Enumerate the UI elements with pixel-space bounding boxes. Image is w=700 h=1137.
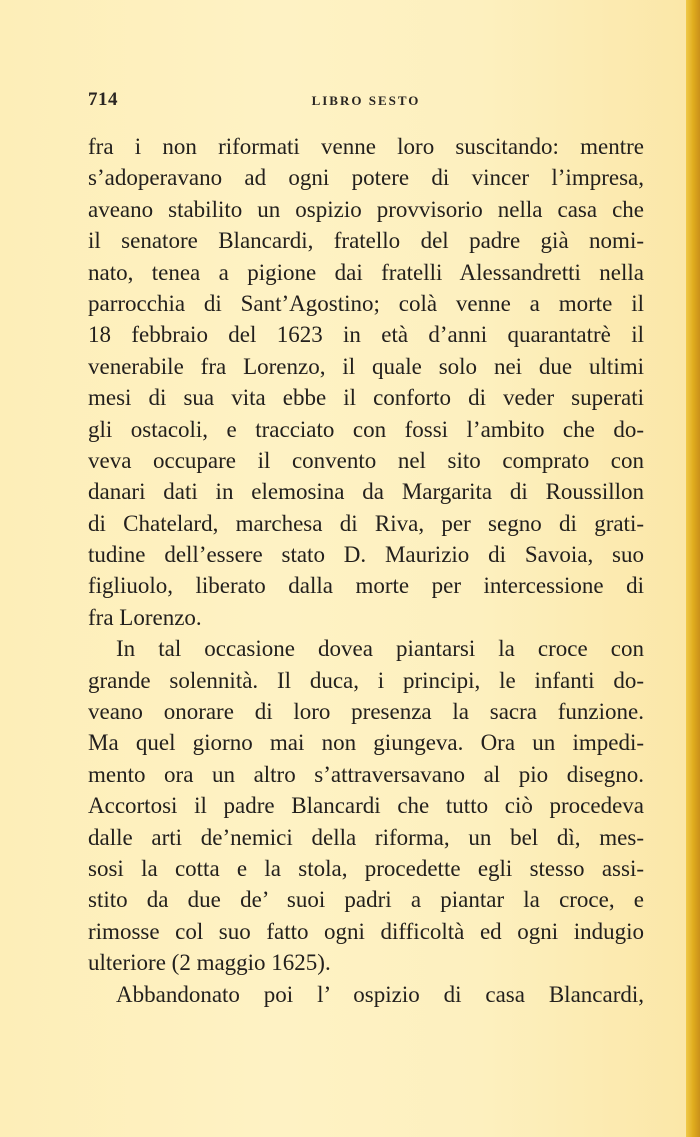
- text-line: veano onorare di loro presenza la sacra funzione.: [88, 699, 644, 725]
- text-line: grande solennità. Il duca, i principi, le infanti do-: [88, 667, 644, 693]
- text-line: di Chatelard, marchesa di Riva, per segno di grati-: [88, 510, 644, 536]
- text-line: stito da due de’ suoi padri a piantar la croce, e: [88, 887, 644, 913]
- text-line: il senatore Blancardi, fratello del padre già nomi-: [88, 228, 644, 254]
- text-line: venerabile fra Lorenzo, il quale solo nei due ultimi: [88, 353, 644, 379]
- running-head: LIBRO SESTO: [311, 93, 421, 108]
- text-line: mento ora un altro s’attraversavano al pio disegno.: [88, 761, 644, 787]
- text-line: 18 febbraio del 1623 in età d’anni quarantatrè il: [88, 322, 644, 348]
- text-line: sosi la cotta e la stola, procedette egli stesso assi-: [88, 855, 644, 881]
- text-line: gli ostacoli, e tracciato con fossi l’ambito che do-: [88, 416, 644, 442]
- text-line: ulteriore (2 maggio 1625).: [88, 950, 331, 976]
- text-line: fra Lorenzo.: [88, 604, 202, 630]
- text-line: Accortosi il padre Blancardi che tutto ciò procedeva: [88, 793, 644, 819]
- text-line: tudine dell’essere stato D. Maurizio di Savoia, suo: [88, 542, 644, 568]
- paragraph-first-line: Abbandonato poi l’ ospizio di casa Blancardi,: [116, 981, 644, 1007]
- page-number: 714: [88, 89, 118, 110]
- body-text: [88, 131, 644, 1010]
- text-line: danari dati in elemosina da Margarita di Roussillon: [88, 479, 644, 505]
- text-line: veva occupare il convento nel sito comprato con: [88, 447, 644, 473]
- text-line: s’adoperavano ad ogni potere di vincer l’impresa,: [88, 165, 644, 191]
- text-line: Ma quel giorno mai non giungeva. Ora un impedi-: [88, 730, 644, 756]
- text-line: nato, tenea a pigione dai fratelli Alessandretti nella: [88, 259, 644, 285]
- text-line: fra i non riformati venne loro suscitando: mentre: [88, 134, 644, 159]
- text-line: dalle arti de’nemici della riforma, un bel dì, mes-: [88, 824, 644, 850]
- paragraph-first-line: In tal occasione dovea piantarsi la croce con: [116, 636, 644, 662]
- text-line: rimosse col suo fatto ogni difficoltà ed ogni indugio: [88, 918, 644, 944]
- page-edge: [686, 0, 700, 1137]
- text-line: mesi di sua vita ebbe il conforto di veder superati: [88, 385, 644, 411]
- page-header: [88, 89, 644, 113]
- text-line: figliuolo, liberato dalla morte per intercessione di: [88, 573, 644, 599]
- text-line: aveano stabilito un ospizio provvisorio nella casa che: [88, 196, 644, 222]
- text-line: parrocchia di Sant’Agostino; colà venne a morte il: [88, 290, 644, 316]
